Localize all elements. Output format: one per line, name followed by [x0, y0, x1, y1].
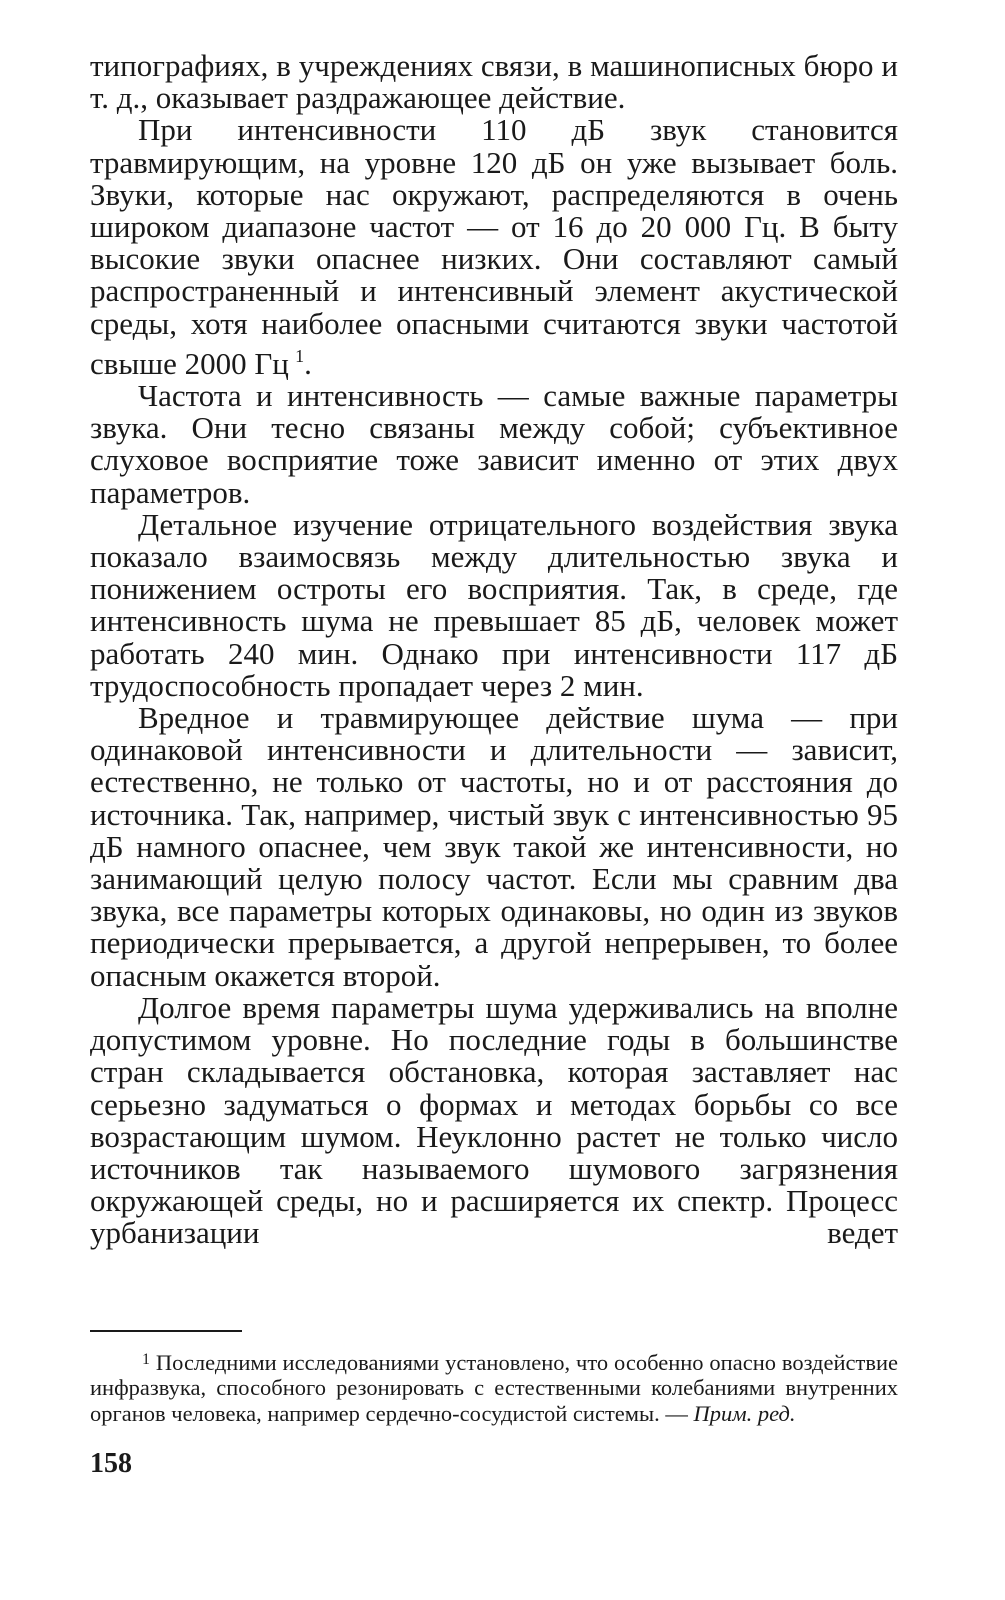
- footnote-marker: 1: [142, 1351, 150, 1368]
- paragraph-5: Вредное и травмирующее действие шума — при одинаковой интенсивности и длительности — зависит, естественно, не только от частоты, но и от расстояния до источника. Так, например, чистый звук с интенсивностью 95 дБ намного опаснее, чем звук такой же интенсивности, но занимающий целую полосу частот. Если мы сравним два звука, все параметры которых одинаковы, но один из звуков периодически прерывается, а другой непрерывен, то более опасным окажется второй.: [90, 700, 898, 993]
- paragraph-2-text: При интенсивности 110 дБ звук становится травмирующим, на уровне 120 дБ он уже вызывает боль. Звуки, которые нас окружают, распределяются в очень широком диапазоне частот — от 16 до 20 000 Гц. В быту высокие звуки опаснее низких. Они составляют самый распространенный и интенсивный элемент акустической среды, хотя наиболее опасными считаются звуки частотой свыше 2000 Гц: [90, 112, 898, 381]
- paragraph-4: Детальное изучение отрицательного воздействия звука показало взаимосвязь между длительностью звука и понижением остроты его восприятия. Так, в среде, где интенсивность шума не превышает 85 дБ, человек может работать 240 мин. Однако при интенсивности 117 дБ трудоспособность пропадает через 2 мин.: [90, 506, 898, 703]
- paragraph-1: типографиях, в учреждениях связи, в машинописных бюро и т. д., оказывает раздражающее действие.: [90, 48, 898, 116]
- paragraph-6: Долгое время параметры шума удерживались на вполне допустимом уровне. Но последние годы в большинстве стран складывается обстановка, которая заставляет нас серьезно задуматься о формах и методах борьбы со все возрастающим шумом. Неуклонно растет не только число источников так называемого шумового загрязнения окружающей среды, но и расширяется их спектр. Процесс урбанизации ведет: [90, 989, 898, 1251]
- footnote: [90, 1347, 898, 1426]
- paragraph-2: [90, 114, 898, 380]
- page-number: 158: [90, 1448, 132, 1479]
- footnote-divider: [90, 1330, 242, 1332]
- page-body: [90, 50, 898, 1250]
- footnote-reference[interactable]: 1: [295, 345, 305, 366]
- footnote-text: Последними исследованиями установлено, что особенно опасно воздействие инфразвука, способного резонировать с естественными колебаниями внутренних органов человека, например сердечно-сосудистой системы. —: [90, 1350, 899, 1426]
- paragraph-2-end: .: [304, 345, 312, 381]
- paragraph-3: Частота и интенсивность — самые важные параметры звука. Они тесно связаны между собой; субъективное слуховое восприятие тоже зависит именно от этих двух параметров.: [90, 378, 898, 510]
- footnote-attribution: Прим. ред.: [693, 1400, 796, 1426]
